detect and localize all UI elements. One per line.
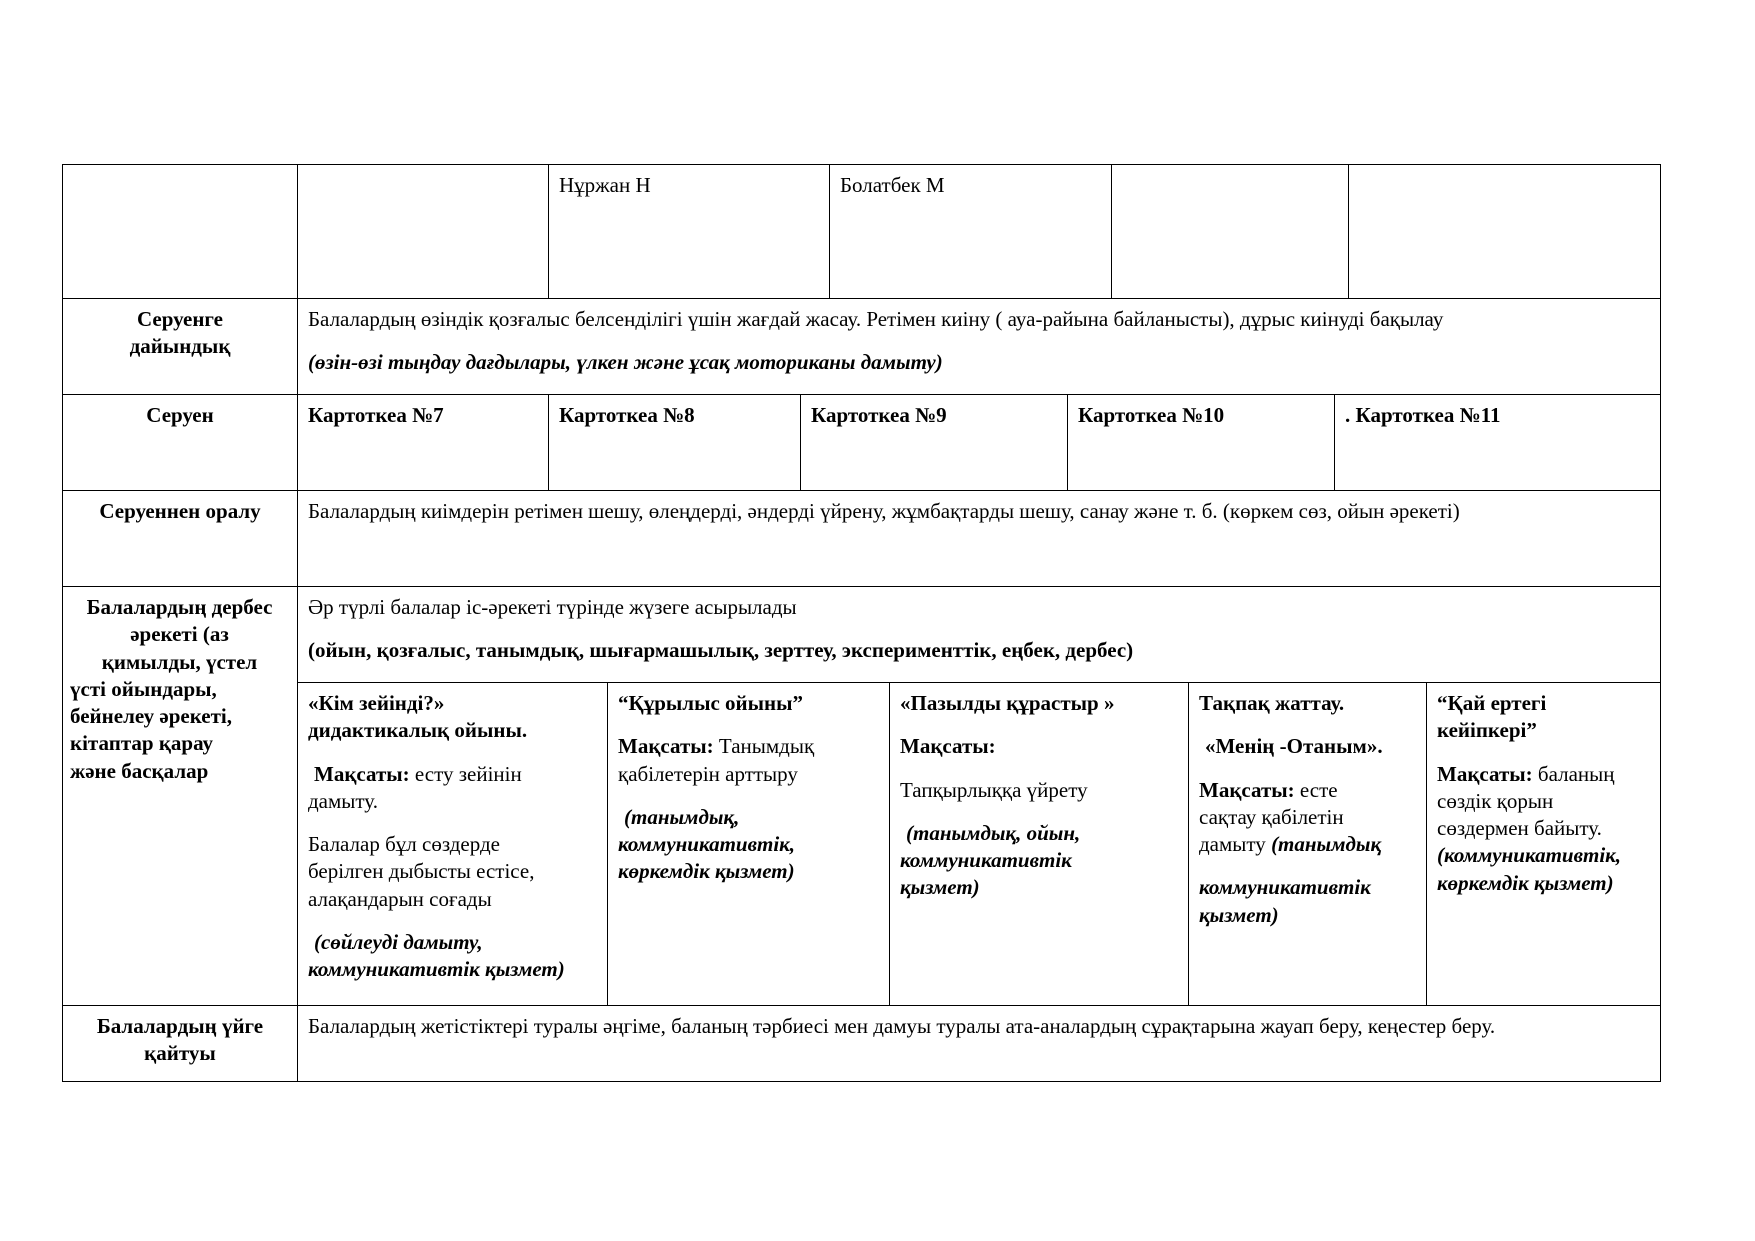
row-label-prep: Серуенге дайындық [129,307,231,359]
prep-text: Балалардың өзіндік қозғалыс белсенділігі үшін жағдай жасау. Ретімен киіну ( ауа-райына байланысты), дұрыс киінуді бақылау [308,307,1444,331]
row-label-home: Балалардың үйге қайтуы [96,1014,264,1066]
walk-card: Картоткеа №8 [559,403,695,427]
activity-card: «Пазылды құрастыр » Мақсаты: Тапқырлыққа үйрету (танымдық, ойын, коммуникативтік қызмет) [900,691,1115,900]
home-content [297,1005,1661,1040]
activity-card: “Қай ертегі кейіпкері” Мақсаты: баланың сөздік қорын сөздермен байыту. (коммуникативтік, көркемдік қызмет) [1437,691,1622,895]
child-name: Болатбек М [840,173,945,197]
child-name: Нұржан Н [559,173,651,197]
row-label-independent: Балалардың дербес әрекеті (аз қимылды, үстел үсті ойындары, бейнелеу әрекеті, кітаптар қарау және басқалар [70,595,273,783]
walk-card: Картоткеа №10 [1078,403,1225,427]
activity-card: “Құрылыс ойыны” Мақсаты: Танымдық қабілетерін арттыру (танымдық, коммуникативтік, көркемдік қызмет) [618,691,815,884]
independent-note: (ойын, қозғалыс, танымдық, шығармашылық, зерттеу, эксперименттік, еңбек, дербес) [308,638,1134,663]
independent-content [297,586,1661,665]
walk-card: Картоткеа №9 [811,403,947,427]
prep-note: (өзін-өзі тыңдау дағдылары, үлкен және ұсақ моториканы дамыту) [308,350,943,375]
walk-card: Картоткеа №7 [308,403,444,427]
walk-card: . Картоткеа №11 [1345,403,1501,427]
row-label-walk: Серуен [146,403,214,427]
return-content [297,490,1661,525]
independent-text: Әр түрлі балалар іс-әрекеті түрінде жүзеге асырылады [308,595,797,619]
activity-card: Тақпақ жаттау. «Менің -Отаным». Мақсаты: есте сақтау қабілетін дамыту (танымдық коммуникативтік қызмет) [1199,691,1383,927]
name-cell [548,164,829,199]
row-label-return: Серуеннен оралу [99,499,261,523]
prep-content [297,298,1661,377]
home-text: Балалардың жетістіктері туралы әңгіме, баланың тәрбиесі мен дамуы туралы ата-аналардың сұрақтарына жауап беру, кеңестер беру. [308,1014,1496,1038]
column-divider [1111,164,1112,298]
return-text: Балалардың киімдерін ретімен шешу, өлеңдерді, әндерді үйрену, жұмбақтарды шешу, санау және т. б. (көркем сөз, ойын әрекеті) [308,499,1460,523]
activity-card: «Кім зейінді?» дидактикалық ойыны. Мақсаты: есту зейінін дамыту. Балалар бұл сөздерде берілген дыбысты естісе, алақандарын соғады (сөйлеуді дамыту, коммуникативтік қызмет) [308,691,565,982]
column-divider [1348,164,1349,298]
name-cell [829,164,1111,199]
